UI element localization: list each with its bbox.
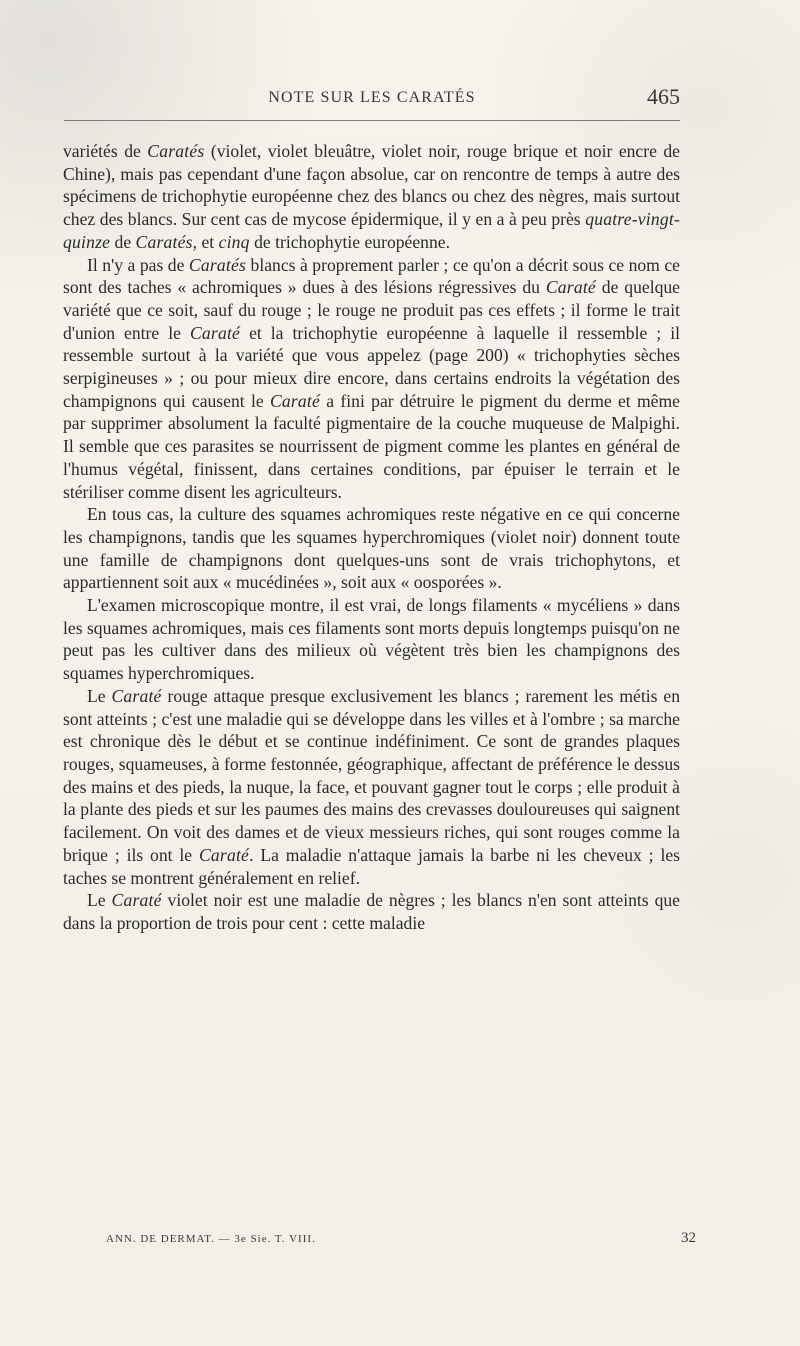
page-title: NOTE SUR LES CARATÉS — [268, 89, 476, 106]
paragraph-segment: Caratés — [135, 231, 193, 252]
header-divider — [64, 120, 680, 121]
paragraph-segment: blancs à proprement parler ; ce qu'on a décrit sous ce nom ce sont des taches « achromiques » dues à des lésions régressives du — [63, 254, 680, 298]
paragraph-segment: Caratés — [147, 141, 205, 161]
paragraph-segment: Il n'y a pas de — [87, 254, 189, 275]
paragraph-segment: et la trichophytie européenne à laquelle il ressemble ; il ressemble surtout à la variété que vous appelez (page 200) « trichophyties sèches serpigineuses » ; ou pour mieux dire encore, dans certains endroits la végétation des champignons qui causent le — [63, 322, 680, 411]
paragraph-segment: Le — [87, 890, 112, 911]
paragraph-segment: de trichophytie européenne. — [249, 231, 450, 252]
paragraph-5 — [63, 685, 680, 889]
journal-reference: ANN. DE DERMAT. — 3e Sie. T. VIII. — [106, 1233, 316, 1245]
paragraph-3 — [63, 503, 680, 594]
article-body — [63, 140, 680, 935]
paragraph-4 — [63, 594, 680, 685]
paragraph-6 — [63, 889, 680, 934]
paragraph-segment: . La maladie n'attaque jamais la barbe ni les cheveux ; les taches se montrent généralement en relief. — [63, 844, 680, 888]
paragraph-segment: Caraté — [111, 685, 162, 706]
page-number: 465 — [647, 84, 680, 109]
paragraph-1 — [63, 140, 680, 254]
paragraph-segment: a fini par détruire le pigment du derme et même par supprimer absolument la faculté pigmentaire de la couche muqueuse de Malpighi. Il semble que ces parasites se nourrissent de pigment comme les plantes en général de l'humus végétal, finissent, dans certaines conditions, par épuiser le terrain et le stériliser comme disent les agriculteurs. — [63, 390, 680, 502]
paragraph-segment: de quelque variété que ce soit, sauf du rouge ; le rouge ne produit pas ces effets ; il forme le trait d'union entre le — [63, 277, 680, 343]
paragraph-segment: Caraté — [198, 844, 250, 865]
running-head — [64, 86, 680, 114]
paragraph-segment: variétés de — [63, 141, 148, 161]
paragraph-segment: Caraté — [189, 322, 241, 343]
signature-mark: 32 — [681, 1230, 696, 1246]
paragraph-segment: quatre-vingt-quinze — [63, 209, 680, 252]
paragraph-segment: (violet, violet bleuâtre, violet noir, rouge brique et noir encre de Chine), mais pas cependant d'une façon absolue, car on rencontre de temps à autre des spécimens de trichophytie européenne chez des blancs ou chez des nègres, mais surtout chez des blancs. Sur cent cas de mycose épidermique, il y en a à peu près — [63, 141, 680, 230]
paragraph-segment: Caratés — [188, 254, 247, 275]
paragraph-2 — [63, 254, 680, 504]
paragraph-segment: de — [110, 231, 136, 252]
paragraph-segment: Caraté — [269, 390, 321, 411]
paragraph-segment: Caraté — [111, 890, 162, 911]
paragraph-segment: rouge attaque presque exclusivement les blancs ; rarement les métis en sont atteints ; c'est une maladie qui se développe dans les villes et à l'ombre ; sa marche est chronique dès le début et se continue indéfiniment. Ce sont de grandes plaques rouges, squameuses, à forme festonnée, géographique, affectant de préférence le dessus des mains et des pieds, la nuque, la face, et pouvant gagner tout le corps ; elle produit à la plante des pieds et sur les paumes des mains des crevasses douloureuses qui saignent facilement. On voit des dames et de vieux messieurs riches, qui sont rouges comme la brique ; ils ont le — [63, 685, 680, 865]
paragraph-segment: violet noir est une maladie de nègres ; les blancs n'en sont atteints que dans la proportion de trois pour cent : cette maladie — [63, 890, 680, 933]
paragraph-segment: cinq — [218, 231, 250, 252]
paragraph-segment: L'examen microscopique montre, il est vrai, de longs filaments « mycéliens » dans les squames achromiques, mais ces filaments sont morts depuis longtemps puisqu'on ne peut pas les cultiver dans des milieux où végètent très bien les champignons des squames hyperchromiques. — [63, 595, 680, 684]
paragraph-segment: , et — [192, 231, 219, 252]
paragraph-segment: Caraté — [545, 277, 596, 298]
paragraph-segment: Le — [87, 685, 112, 706]
page-footer — [106, 1231, 696, 1251]
paragraph-segment: En tous cas, la culture des squames achromiques reste négative en ce qui concerne les champignons, tandis que les squames hyperchromiques (violet noir) donnent toute une famille de champignons dont quelques-uns sont de vrais trichophytons, et appartiennent soit aux « mucédinées », soit aux « oosporées ». — [63, 504, 680, 593]
